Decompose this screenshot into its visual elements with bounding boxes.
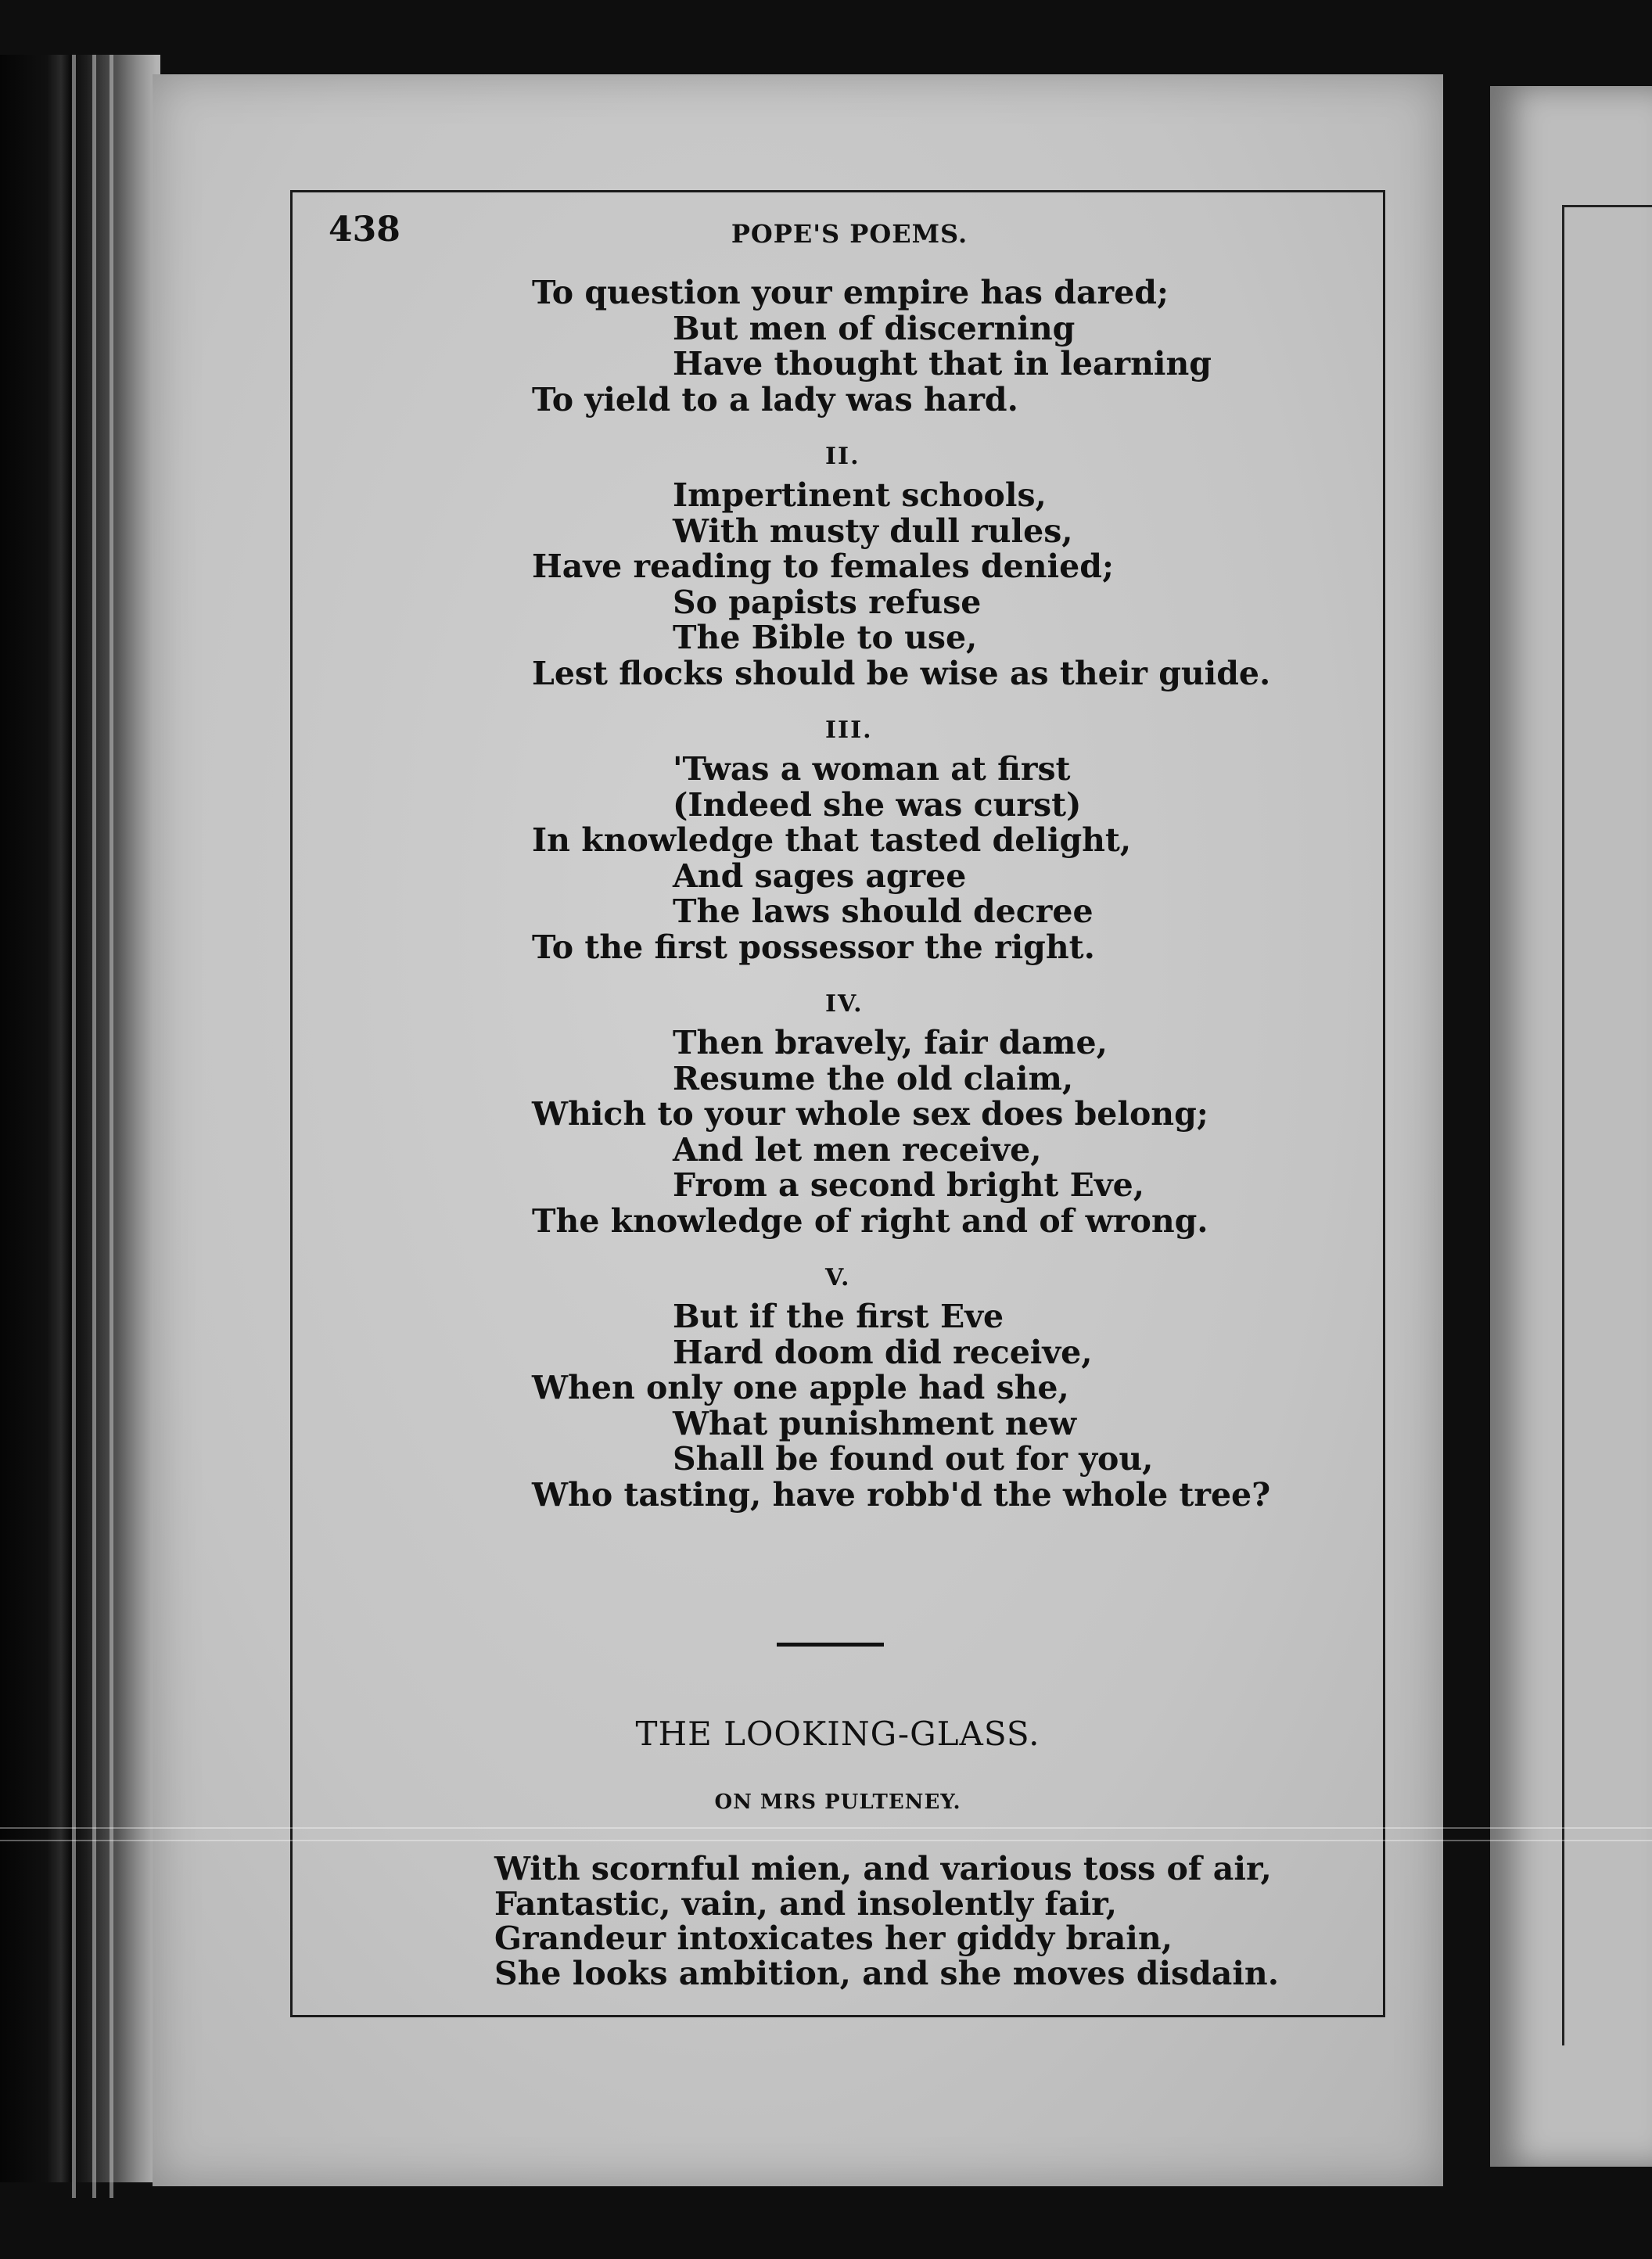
poem-line: Who tasting, have robb'd the whole tree?: [532, 1475, 1271, 1514]
poem-line: Have reading to females denied;: [532, 548, 1115, 585]
poem-line: Resume the old claim,: [673, 1059, 1074, 1097]
section-subtitle: ON MRS PULTENEY.: [714, 1790, 961, 1814]
poem-line: What punishment new: [673, 1404, 1077, 1442]
poem-line: To question your empire has dared;: [532, 274, 1169, 311]
poem-line: Then bravely, fair dame,: [673, 1024, 1108, 1061]
stanza-number: IV.: [825, 990, 864, 1018]
poem-line: Impertinent schools,: [673, 476, 1047, 514]
poem-line: Shall be found out for you,: [673, 1440, 1154, 1478]
looking-glass-poem: [494, 1851, 1316, 1991]
poem-line: And let men receive,: [673, 1130, 1042, 1169]
poem-line: With musty dull rules,: [673, 512, 1073, 550]
poem-line: To yield to a lady was hard.: [532, 380, 1018, 418]
scan-artifact: [0, 1827, 1652, 1829]
poem-line: Lest flocks should be wise as their guide.: [532, 654, 1271, 692]
stanza-number: V.: [825, 1264, 851, 1291]
page-number: 438: [329, 210, 400, 250]
poem-line: So papists refuse: [673, 583, 982, 621]
poem-line: Grandeur intoxicates her giddy brain,: [494, 1920, 1173, 1957]
stanza-number: II.: [825, 443, 860, 470]
poem-body: [532, 274, 1271, 1514]
scan-artifact: [0, 1840, 1652, 1841]
poem-line: When only one apple had she,: [532, 1369, 1069, 1406]
poem-line: And sages agree: [673, 857, 967, 895]
poem-line: She looks ambition, and she moves disdain.: [494, 1954, 1279, 1992]
stanza-number: III.: [825, 716, 873, 744]
poem-line: In knowledge that tasted delight,: [532, 821, 1132, 859]
poem-line: The laws should decree: [673, 892, 1094, 930]
section-divider: [777, 1643, 884, 1647]
poem-line: Have thought that in learning: [673, 345, 1212, 382]
poem-line: Which to your whole sex does belong;: [532, 1095, 1208, 1133]
poem-line: 'Twas a woman at first: [673, 750, 1071, 788]
poem-line: To the first possessor the right.: [532, 928, 1095, 966]
section-title: THE LOOKING-GLASS.: [635, 1715, 1040, 1753]
poem-line: The knowledge of right and of wrong.: [532, 1201, 1208, 1240]
poem-line: Fantastic, vain, and insolently fair,: [494, 1884, 1118, 1923]
poem-line: With scornful mien, and various toss of air,: [494, 1850, 1272, 1887]
poem-line: The Bible to use,: [673, 619, 978, 656]
poem-line: From a second bright Eve,: [673, 1166, 1145, 1204]
running-title: POPE'S POEMS.: [731, 219, 968, 249]
poem-line: But if the first Eve: [673, 1298, 1004, 1335]
poem-line: But men of discerning: [673, 309, 1076, 347]
poem-line: Hard doom did receive,: [673, 1333, 1093, 1371]
poem-line: (Indeed she was curst): [673, 785, 1082, 824]
